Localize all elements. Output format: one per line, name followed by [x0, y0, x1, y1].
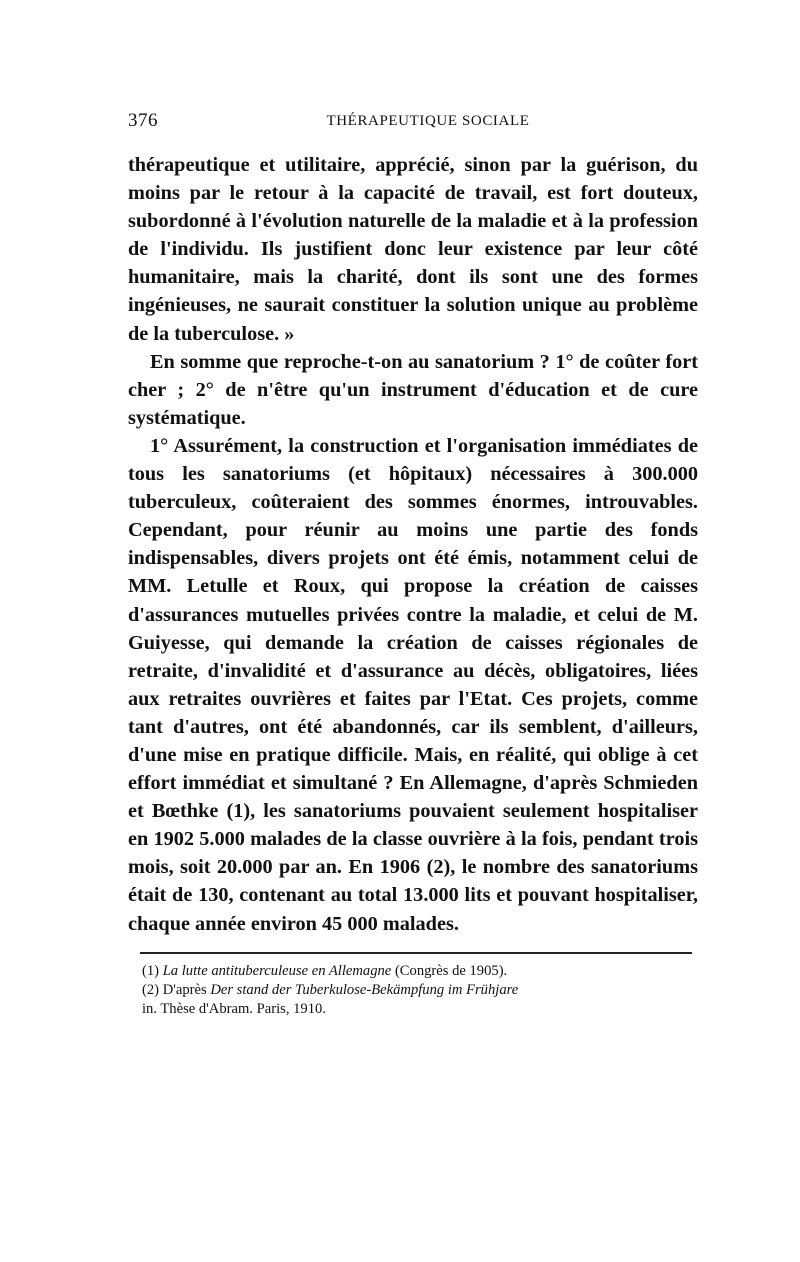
footnote-2 — [142, 981, 698, 1000]
running-title: THÉRAPEUTIQUE SOCIALE — [326, 113, 530, 129]
footnote-2-continuation: in. Thèse d'Abram. Paris, 1910. — [142, 1000, 326, 1017]
paragraph-reproaches: En somme que reproche-t-on au sanatorium ? 1° de coûter fort cher ; 2° de n'être qu'un instrument d'éducation et de cure systématique. — [128, 350, 698, 429]
page-number: 376 — [128, 110, 158, 131]
footnote-1-source: (Congrès de 1905). — [394, 962, 508, 979]
paragraph-cost: 1° Assurément, la construction et l'organisation immédiates de tous les sanatoriums (et hôpitaux) nécessaires à 300.000 tuberculeux, coûteraient des sommes énormes, introuvables. Cependant, pour réunir au moins une partie des fonds indispensables, divers projets ont été émis, notamment celui de MM. Letulle et Roux, qui propose la création de caisses d'assurances mutuelles privées contre la maladie, et celui de M. Guiyesse, qui demande la création de caisses régionales de retraite, d'invalidité et d'assurance au décès, obligatoires, liées aux retraites ouvrières et faites par l'Etat. Ces projets, comme tant d'autres, ont été abandonnés, car ils semblent, d'ailleurs, d'une mise en pratique difficile. Mais, en réalité, qui oblige à cet effort immédiat et simultané ? En Allemagne, d'après Schmieden et Bœthke (1), les sanatoriums pouvaient seulement hospitaliser en 1902 5.000 malades de la classe ouvrière à la fois, pendant trois mois, soit 20.000 par an. En 1906 (2), le nombre des sanatoriums était de 130, contenant au total 13.000 lits et pouvant hospitaliser, chaque année environ 45 000 malades. — [128, 434, 698, 935]
book-page — [128, 100, 698, 1019]
paragraph-continuation: thérapeutique et utilitaire, apprécié, sinon par la guérison, du moins par le retour à la capacité de travail, est fort douteux, subordonné à l'évolution naturelle de la maladie et à la profession de l'individu. Ils justifient donc leur existence par leur côté humanitaire, mais la charité, dont ils sont une des formes ingénieuses, ne saurait constituer la solution unique au problème de la tuberculose. » — [128, 154, 698, 345]
footnotes — [142, 962, 698, 1019]
footnote-1 — [142, 962, 698, 981]
running-head — [128, 100, 698, 130]
footnote-2-title: Der stand der Tuberkulose-Bekämpfung im Frühjare — [210, 981, 519, 998]
footnote-1-marker: (1) — [142, 962, 160, 979]
footnote-rule — [140, 952, 692, 954]
footnote-2-prefix: D'après — [162, 981, 207, 998]
body-text — [128, 151, 698, 938]
footnote-1-title: La lutte antituberculeuse en Allemagne — [162, 962, 392, 979]
footnote-2-marker: (2) — [142, 981, 160, 998]
